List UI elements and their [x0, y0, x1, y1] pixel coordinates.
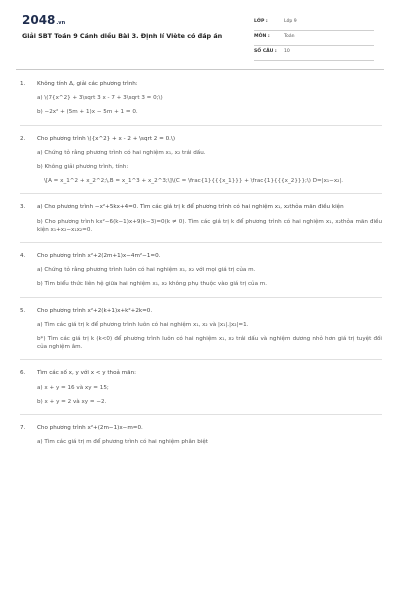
- document-title: Giải SBT Toán 9 Cánh diều Bài 3. Định lí Viète có đáp án: [22, 32, 223, 40]
- question-text: Cho phương trình x²+2(k+1)x+k²+2k=0.: [37, 307, 153, 314]
- meta-label: SỐ CÂU :: [254, 49, 277, 54]
- question-6: [20, 365, 382, 415]
- question-part: a) Tìm các giá trị k để phương trình luôn có hai nghiệm x₁, x₂ và |x₁|.|x₂|=1.: [37, 321, 249, 328]
- question-text: Tìm các số x, y với x < y thoả mãn:: [37, 370, 137, 377]
- question-1: [20, 76, 382, 126]
- question-part: b) Tìm biểu thức liên hệ giữa hai nghiệm x₁, x₂ không phụ thuộc vào giá trị của m.: [37, 281, 268, 288]
- question-part: a) \(7{x^2} + 3\sqrt 3 x - 7 + 3\sqrt 3 = 0;\): [37, 95, 163, 102]
- question-part: a) x + y = 16 và xy = 15;: [37, 384, 109, 391]
- question-formula: \[A = x_1^2 + x_2^2;\,B = x_1^3 + x_2^3;\]\(C = \frac{1}{{{x_1}}} + \frac{1}{{{x_2}}};\) D=|x₁−x₂|.: [44, 178, 344, 185]
- question-part: b) −2x² + (5m + 1)x − 5m + 1 = 0.: [37, 109, 138, 116]
- question-number: 7.: [20, 425, 26, 432]
- question-number: 4.: [20, 253, 26, 260]
- question-part: a) Chứng tỏ rằng phương trình có hai nghiệm x₁, x₂ trái dấu.: [37, 149, 206, 156]
- meta-label: MÔN :: [254, 34, 270, 39]
- meta-row-question-count: [254, 46, 374, 61]
- meta-value: 10: [284, 49, 290, 54]
- question-2: [20, 131, 382, 195]
- question-part: b) Không giải phương trình, tính:: [37, 164, 129, 171]
- question-5: [20, 303, 382, 361]
- logo-text: 2048: [22, 13, 56, 27]
- meta-table: [254, 16, 374, 61]
- question-part: a) Chứng tỏ rằng phương trình luôn có hai nghiệm x₁, x₂ với mọi giá trị của m.: [37, 267, 256, 274]
- question-text: Cho phương trình x²+2(2m+1)x−4m²−1=0.: [37, 253, 161, 260]
- question-text: Cho phương trình x²+(2m−1)x−m=0.: [37, 425, 143, 432]
- meta-row-class: [254, 16, 374, 31]
- meta-value: Toán: [284, 34, 295, 39]
- question-7: [20, 420, 382, 454]
- question-number: 6.: [20, 370, 26, 377]
- site-logo[interactable]: [22, 13, 65, 27]
- question-text: Cho phương trình \({x^2} + x - 2 + \sqrt 2 = 0.\): [37, 135, 176, 142]
- question-text: Không tính Δ, giải các phương trình:: [37, 81, 138, 87]
- question-number: 1.: [20, 81, 26, 87]
- question-part: b) x + y = 2 và xy = −2.: [37, 398, 107, 405]
- question-number: 3.: [20, 204, 26, 211]
- meta-row-subject: [254, 31, 374, 46]
- question-part: b*) Tìm các giá trị k (k<0) để phương trình luôn có hai nghiệm x₁, x₂ trái dấu và nghiệm dương nhỏ hơn giá trị tuyệt đối của nghiệm âm.: [37, 336, 382, 351]
- question-4: [20, 248, 382, 298]
- meta-value: Lớp 9: [284, 19, 297, 24]
- meta-label: LỚP :: [254, 19, 268, 24]
- question-part: b) Cho phương trình kx²−6(k−1)x+9(k−3)=0(k ≠ 0). Tìm các giá trị k để phương trình có hai nghiệm x₁, x₂thỏa mãn điều kiện x₁+x₂−x₁x₂=0.: [37, 218, 382, 233]
- header-divider: [16, 69, 384, 70]
- question-list: [20, 76, 382, 459]
- question-part: a) Tìm các giá trị m để phương trình có hai nghiệm phân biệt: [37, 439, 208, 446]
- question-text: a) Cho phương trình −x²+5kx+4=0. Tìm các giá trị k để phương trình có hai nghiệm x₁, x₂thỏa mãn điều kiện: [37, 204, 344, 211]
- logo-suffix: .vn: [56, 20, 66, 26]
- question-number: 2.: [20, 135, 26, 142]
- document-header: [0, 0, 400, 66]
- question-number: 5.: [20, 307, 26, 314]
- question-3: [20, 199, 382, 243]
